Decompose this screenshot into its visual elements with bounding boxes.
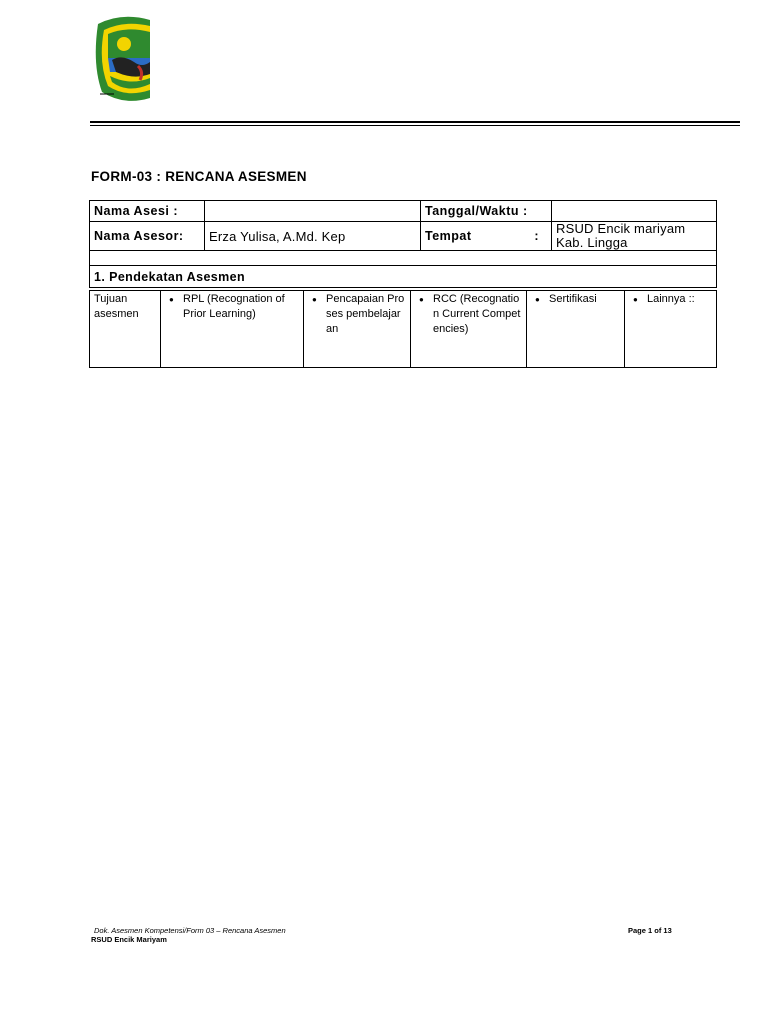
option-sertifikasi-label: Sertifikasi — [549, 293, 597, 305]
tempat-label: Tempat — [425, 229, 472, 243]
tanggal-waktu-label: Tanggal/Waktu : — [421, 201, 552, 222]
footer-organization: RSUD Encik Mariyam — [91, 935, 167, 944]
header-rule-thin — [90, 125, 740, 126]
tempat-colon: : — [534, 229, 539, 243]
bullet-icon: ● — [535, 295, 540, 304]
tujuan-asesmen-label: Tujuan asesmen — [90, 291, 161, 368]
option-lainnya-label: Lainnya :: — [647, 293, 695, 305]
bullet-icon: ● — [312, 295, 317, 304]
section-1-title: 1. Pendekatan Asesmen — [90, 266, 717, 288]
tempat-field[interactable] — [552, 222, 717, 251]
tempat-value-line1: RSUD Encik mariyam — [556, 221, 686, 236]
nama-asesi-label: Nama Asesi : — [90, 201, 205, 222]
nama-asesor-field[interactable]: Erza Yulisa, A.Md. Kep — [205, 222, 421, 251]
option-sertifikasi[interactable] — [527, 291, 625, 368]
form-title: FORM-03 : RENCANA ASESMEN — [91, 169, 307, 184]
option-rpl[interactable] — [161, 291, 304, 368]
tempat-label-cell — [421, 222, 552, 251]
nama-asesi-field[interactable] — [205, 201, 421, 222]
tempat-value-line2: Kab. Lingga — [556, 235, 628, 250]
footer-doc-ref: Dok. Asesmen Kompetensi/Form 03 – Rencana Asesmen — [94, 926, 286, 935]
bullet-icon: ● — [633, 295, 638, 304]
regency-emblem-logo — [94, 14, 150, 102]
option-rpl-label: RPL (Recognation of Prior Learning) — [183, 293, 285, 320]
option-rcc-label: RCC (Recognation Current Competencies) — [433, 293, 521, 335]
bullet-icon: ● — [169, 295, 174, 304]
nama-asesor-label: Nama Asesor: — [90, 222, 205, 251]
header-rule — [90, 121, 740, 123]
tanggal-waktu-field[interactable] — [552, 201, 717, 222]
option-pencapaian[interactable] — [304, 291, 411, 368]
spacer-row — [90, 251, 717, 266]
pendekatan-options-table — [89, 290, 717, 368]
footer-page-number: Page 1 of 13 — [628, 926, 672, 935]
option-rcc[interactable] — [411, 291, 527, 368]
assessment-info-table — [89, 200, 717, 288]
option-pencapaian-label: Pencapaian Proses pembelajaran — [326, 293, 405, 335]
option-lainnya[interactable] — [625, 291, 717, 368]
bullet-icon: ● — [419, 295, 424, 304]
